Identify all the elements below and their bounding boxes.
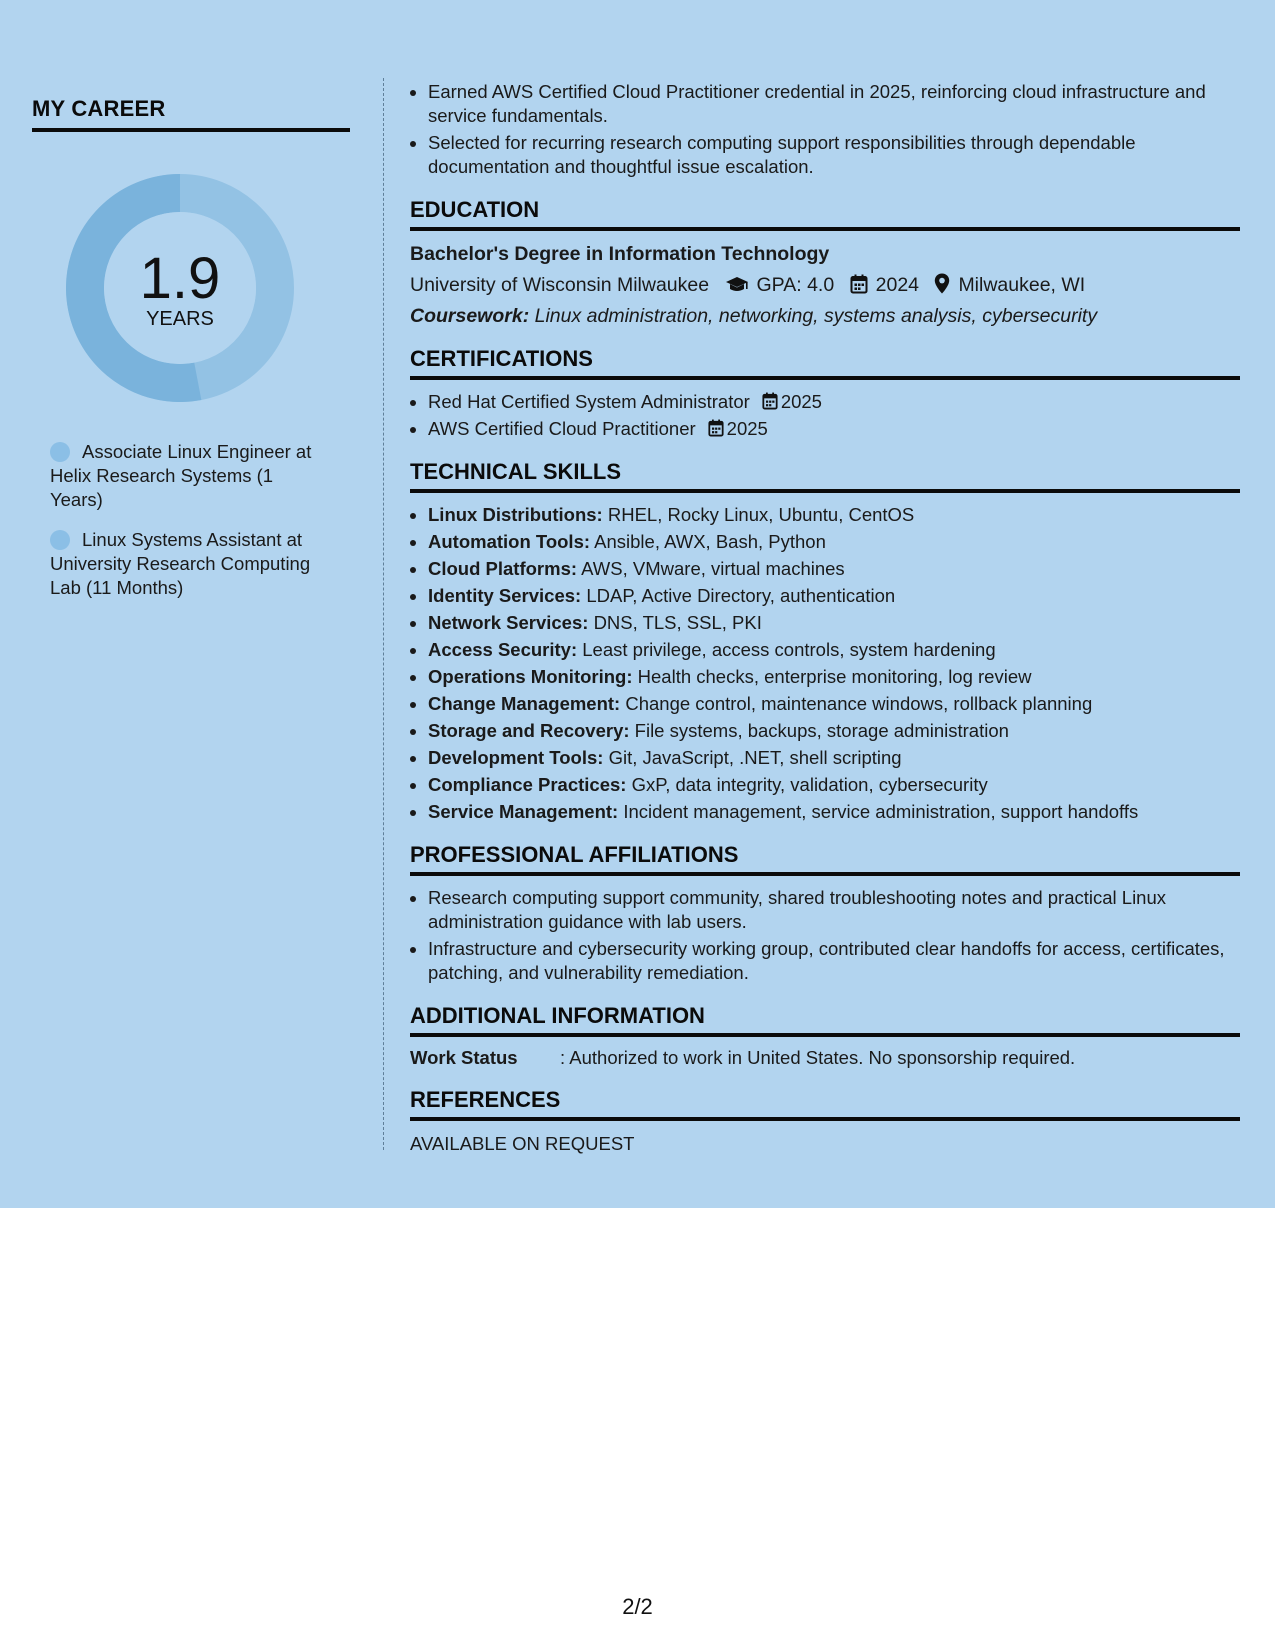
career-donut-chart	[66, 174, 294, 402]
career-dot-icon	[50, 530, 70, 550]
references-value: AVAILABLE ON REQUEST	[410, 1133, 635, 1154]
certifications-list	[410, 390, 1240, 441]
total-years-value: 1.9	[139, 246, 221, 311]
skill-value: Git, JavaScript, .NET, shell scripting	[608, 747, 902, 768]
technical-skills-heading: TECHNICAL SKILLS	[410, 459, 1240, 493]
list-item	[428, 800, 1240, 824]
career-sidebar	[32, 96, 352, 616]
skill-label: Development Tools:	[428, 747, 604, 768]
skill-label: Change Management:	[428, 693, 621, 714]
list-item	[428, 390, 1240, 414]
certifications-heading: CERTIFICATIONS	[410, 346, 1240, 380]
skill-value: Change control, maintenance windows, rollback planning	[625, 693, 1093, 714]
location-pin-icon	[934, 273, 950, 301]
skill-value: Incident management, service administration, support handoffs	[623, 801, 1139, 822]
list-item	[428, 638, 1240, 662]
work-status-row	[410, 1047, 1240, 1069]
affiliations-list	[410, 886, 1240, 985]
work-status-label: Work Status	[410, 1047, 518, 1068]
career-list	[50, 440, 330, 600]
skill-label: Cloud Platforms:	[428, 558, 578, 579]
calendar-icon	[708, 419, 724, 437]
list-item	[428, 557, 1240, 581]
cert-year: 2025	[780, 391, 822, 412]
education-location: Milwaukee, WI	[958, 274, 1086, 296]
main-content	[410, 80, 1240, 1155]
career-title: MY CAREER	[32, 96, 350, 132]
list-item	[428, 417, 1240, 441]
continued-bullets	[410, 80, 1240, 179]
list-item	[428, 773, 1240, 797]
list-item	[428, 746, 1240, 770]
skill-value: AWS, VMware, virtual machines	[581, 558, 845, 579]
list-item	[428, 719, 1240, 743]
gpa-value: GPA: 4.0	[756, 274, 835, 296]
calendar-icon	[762, 392, 778, 410]
cert-name: Red Hat Certified System Administrator	[428, 391, 750, 412]
list-item: • Research computing support community, shared troubleshooting notes and practical Linux administration guidance with lab users.	[428, 886, 1240, 934]
skill-value: GxP, data integrity, validation, cybersecurity	[631, 774, 988, 795]
skill-label: Network Services:	[428, 612, 589, 633]
skill-label: Identity Services:	[428, 585, 582, 606]
skill-value: Ansible, AWX, Bash, Python	[594, 531, 826, 552]
list-item: • Earned AWS Certified Cloud Practitioner credential in 2025, reinforcing cloud infrastructure and service fundamentals.	[428, 80, 1240, 128]
career-item	[50, 528, 330, 600]
coursework-label: Coursework:	[410, 305, 530, 327]
skill-value: LDAP, Active Directory, authentication	[586, 585, 896, 606]
cert-name: AWS Certified Cloud Practitioner	[428, 418, 696, 439]
coursework-line	[410, 305, 1240, 328]
skill-value: RHEL, Rocky Linux, Ubuntu, CentOS	[607, 504, 915, 525]
career-item	[50, 440, 330, 512]
skill-label: Compliance Practices:	[428, 774, 627, 795]
list-item: • Infrastructure and cybersecurity working group, contributed clear handoffs for access, certificates, patching, and vulnerability remediation.	[428, 937, 1240, 985]
affiliations-heading: PROFESSIONAL AFFILIATIONS	[410, 842, 1240, 876]
skill-value: File systems, backups, storage administration	[634, 720, 1009, 741]
career-item-text: Associate Linux Engineer at Helix Research Systems (1 Years)	[50, 441, 312, 510]
skill-value: Least privilege, access controls, system hardening	[582, 639, 996, 660]
skill-value: DNS, TLS, SSL, PKI	[593, 612, 762, 633]
references-heading: REFERENCES	[410, 1087, 1240, 1121]
graduation-year: 2024	[875, 274, 920, 296]
list-item	[428, 692, 1240, 716]
skill-label: Service Management:	[428, 801, 619, 822]
education-heading: EDUCATION	[410, 197, 1240, 231]
career-dot-icon	[50, 442, 70, 462]
skill-label: Storage and Recovery:	[428, 720, 630, 741]
donut-label	[66, 174, 294, 402]
school-name: University of Wisconsin Milwaukee	[410, 274, 710, 296]
additional-info-heading: ADDITIONAL INFORMATION	[410, 1003, 1240, 1037]
total-years-unit: YEARS	[146, 308, 214, 330]
list-item	[428, 584, 1240, 608]
cert-year: 2025	[726, 418, 768, 439]
list-item	[428, 530, 1240, 554]
list-item	[428, 611, 1240, 635]
list-item	[428, 503, 1240, 527]
list-item: • Selected for recurring research computing support responsibilities through dependable documentation and thoughtful issue escalation.	[428, 131, 1240, 179]
work-status-value: : Authorized to work in United States. No sponsorship required.	[560, 1047, 1076, 1068]
page-number: 2/2	[622, 1594, 653, 1619]
calendar-icon	[850, 274, 868, 301]
skill-label: Linux Distributions:	[428, 504, 603, 525]
career-item-text: Linux Systems Assistant at University Research Computing Lab (11 Months)	[50, 529, 311, 598]
skill-label: Automation Tools:	[428, 531, 591, 552]
skill-label: Operations Monitoring:	[428, 666, 633, 687]
column-divider	[383, 78, 384, 1150]
list-item	[428, 665, 1240, 689]
skill-value: Health checks, enterprise monitoring, log review	[637, 666, 1032, 687]
degree-title: Bachelor's Degree in Information Technology	[410, 243, 830, 265]
technical-skills-list	[410, 503, 1240, 824]
skill-label: Access Security:	[428, 639, 578, 660]
coursework-text: Linux administration, networking, systems analysis, cybersecurity	[534, 305, 1098, 327]
education-details	[410, 272, 1240, 301]
graduation-cap-icon	[725, 275, 749, 301]
